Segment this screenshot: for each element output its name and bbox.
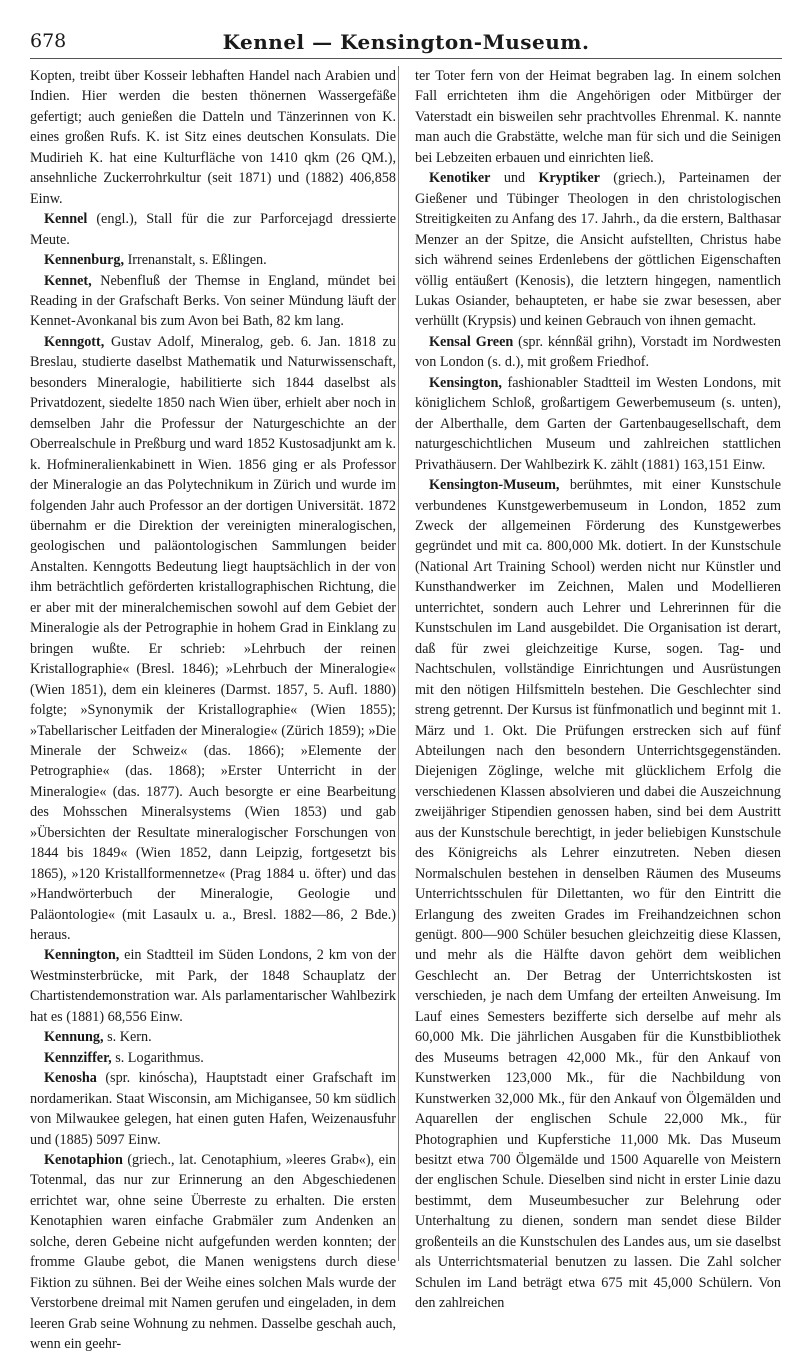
entry-body: ter Toter fern von der Heimat begraben lag. In einem solchen Fall errichteten ihm die Angehörigen oder Mitbürger der Vaterstadt ein bisweilen sehr prachtvolles Ehrenmal. K. nannte man auch die Grabstätte, welche man für sich und die Seinigen bei Lebzeiten erbauen und einrichten ließ. (415, 68, 781, 166)
entry-headword: Kenosha (44, 1070, 97, 1087)
entry-body: s. Kern. (103, 1029, 152, 1046)
entry-body: (spr. kinóscha), Hauptstadt einer Grafschaft im nordamerikan. Staat Wisconsin, am Michigansee, 50 km südlich von Milwaukee gelegen, hat einen guten Hafen, Weizenausfuhr und (1885) 5097 Einw. (30, 1070, 396, 1148)
entry-kennung (30, 1027, 396, 1047)
entry-headword: Kensal Green (429, 333, 514, 350)
entry-headword: Kennington, (44, 947, 120, 964)
page-number: 678 (30, 30, 67, 52)
entry-headword: Kensington-Museum, (429, 477, 560, 494)
entry-kennenburg (30, 250, 396, 270)
entry-headword: Kenotaphion (44, 1152, 123, 1169)
entry-headword: Kryptiker (538, 170, 600, 187)
entry-body: Nebenfluß der Themse in England, mündet bei Reading in der Grafschaft Berks. Von seiner Mündung läuft der Kennet-Avonkanal bis zum Avon bei Bath, 82 km lang. (30, 272, 396, 330)
entry-headword: Kennet, (44, 272, 92, 289)
right-column (415, 66, 782, 1312)
entry-kensal-green (415, 332, 781, 373)
left-column (30, 66, 396, 1353)
entry-kensington (415, 373, 781, 475)
entry-kenngott (30, 332, 396, 946)
page-header (30, 14, 782, 59)
entry-headword: Kennenburg, (44, 252, 125, 269)
entry-body: Irrenanstalt, s. Eßlingen. (124, 252, 267, 269)
entry-headword: Kennel (44, 211, 88, 228)
entry-body: fashionabler Stadtteil im Westen Londons, mit königlichem Schloß, großartigem Gewerbemuseum (s. unten), der Alberthalle, dem Garten der Gartenbaugesellschaft, dem naturgeschichtlichen Museum und zahlreichen stattlichen Privathäusern. Der Wahlbezirk K. zählt (1881) 163,151 Einw. (415, 374, 781, 473)
entry-continuation (30, 66, 396, 209)
entry-kenosha (30, 1068, 396, 1150)
entry-kenotaphion (30, 1150, 396, 1355)
entry-kennziffer (30, 1048, 396, 1068)
entry-headword: Kennziffer, (44, 1049, 112, 1066)
entry-headword: Kennung, (44, 1029, 104, 1046)
entry-kennet (30, 271, 396, 332)
entry-body: (griech., lat. Cenotaphium, »leeres Grab«), ein Totenmal, das nur zur Erinnerung an den Abgeschiedenen errichtet war, ohne seine Überreste zu erhalten. Die ersten Kenotaphien waren einfache Grabmäler zum Andenken an solche, deren Gebeine nicht aufgefunden werden konnten; der fromme Glaube gebot, die Manen wenigstens durch diese Fiktion zu sühnen. Bei der Weihe eines solchen Mals wurde der Verstorbene dreimal mit Namen gerufen und eingeladen, in dem leeren Grab seine Wohnung zu nehmen. Dasselbe geschah auch, wenn ein geehr- (30, 1152, 396, 1353)
entry-body: (spr. kénnßäl grihn), Vorstadt im Nordwesten von London (s. d.), mit großem Friedhof. (415, 333, 782, 371)
entry-body: berühmtes, mit einer Kunstschule verbundenes Kunstgewerbemuseum in London, 1852 zum Zweck der allgemeinen Förderung des Kunstgewerbes gegründet und mit ca. 800,000 Mk. dotiert. In der Kunstschule (National Art Training School) werden nicht nur Künstler und Kunsthandwerker im Zeichnen, Malen und Modellieren unterrichtet, sondern auch Lehrer und Lehrerinnen für die Kunstschulen im Land ausgebildet. Die Organisation ist derart, daß für zwei gleichzeitige Kurse, sogen. Tag- und Nachtschulen, vollständige Einrichtungen und Ausrüstungen mit den nötigen Hilfsmitteln bestehen. Die Geschlechter sind streng getrennt. Der Kursus ist fünfmonatlich und beginnt mit 1. März und 1. Okt. Die Prüfungen erstrecken sich auf fünf Abteilungen nach den besondern Unterrichtsgegenständen. Diejenigen Zöglinge, welche mit glücklichem Erfolg die verschiedenen Klassen absolvieren und dabei die Auszeichnung zweijähriger Stipendien genossen haben, sind bei dem Austritt aus der Kunstschule berechtigt, in jeder beliebigen Kunstschule des Königreichs als Lehrer einzutreten. Neben diesen Normalschulen bestehen in denselben Räumen des Museums Unterrichtsschulen für Dilettanten, wo für den Eintritt die Erlangung des zweiten Grades im Freihandzeichnen schon genügt. 800—900 Schüler besuchen gleichzeitig diese Klassen, und mehr als die Hälfte davon gehört dem weiblichen Geschlecht an. Der Betrag der Unterrichtskosten ist verschieden, je nach dem Umfang der erteilten Anweisung. Im Lauf eines Semesters bezifferte sich derselbe auf mehr als 60,000 Mk. Die jährlichen Ausgaben für die Kunstbibliothek des Museums betragen 42,000 Mk., für den Ankauf von Kunstwerken 123,000 Mk., für die Nachbildung von Kunstwerken 32,000 Mk., für den Ankauf von Ölgemälden und Aquarellen der englischen Schule 22,000 Mk., für Photographien und Kupferstiche 11,000 Mk. Das Museum besitzt etwa 700 Ölgemälde und 1500 Aquarelle von Meistern der englischen Schule. Dieselben sind nicht in erster Linie dazu bestimmt, dem Museumbesucher zur Belehrung oder Unterhaltung zu dienen, sondern man sendet diese Bilder großenteils an die Kunstschulen des Landes aus, um sie daselbst als Unterrichtsmaterial benutzen zu lassen. Die Zahl solcher Schulen im Land beträgt etwa 675 mit 45,000 Schülern. Von den zahlreichen (415, 477, 781, 1312)
entry-kennington (30, 945, 396, 1027)
running-title: Kennel — Kensington-Museum. (222, 30, 590, 54)
entry-headword: Kenngott, (44, 333, 105, 350)
entry-body: (griech.), Parteinamen der Gießener und Tübinger Theologen in den christologischen Streitigkeiten zu Anfang des 17. Jahrh., da die erstern, Balthasar Menzer an der Spitze, die Ansicht aufstellten, Christus habe sich während seines Erdenlebens der göttlichen Eigenschaften völlig entäußert (Kenosis), die letztern hingegen, namentlich Lukas Osiander, behaupteten, er habe sie zwar besessen, aber verhüllt (Krypsis) und keinen Gebrauch von ihnen gemacht. (415, 170, 781, 330)
entry-body: (engl.), Stall für die zur Parforcejagd dressierte Meute. (30, 211, 396, 248)
entry-headword: Kensington, (429, 374, 502, 391)
entry-headword: Kenotiker (429, 170, 491, 187)
entry-connector: und (490, 170, 539, 187)
column-divider (398, 66, 399, 1261)
entry-kensington-museum (415, 475, 781, 1314)
entry-body: ein Stadtteil im Süden Londons, 2 km von der Westminsterbrücke, mit Park, der 1848 Schauplatz der Chartistendemonstration war. Als parlamentarischer Wahlbezirk hat es (1881) 68,556 Einw. (30, 947, 396, 1025)
entry-body: s. Logarithmus. (111, 1049, 204, 1066)
entry-continuation (415, 66, 781, 168)
entry-kenotiker (415, 168, 781, 332)
entry-body: Kopten, treibt über Kosseir lebhaften Handel nach Arabien und Indien. Hier werden die besten thönernen Wassergefäße gefertigt; auch genießen die Datteln und Tänzerinnen von K. eines großen Rufs. K. ist Sitz eines deutschen Konsulats. Die Mudirieh K. hat eine Kulturfläche von 1410 qkm (26 QM.), ansehnliche Zuckerrohrkultur (seit 1871) und (1882) 406,858 Einw. (30, 68, 396, 207)
entry-body: Gustav Adolf, Mineralog, geb. 6. Jan. 1818 zu Breslau, studierte daselbst Mathematik und Naturwissenschaft, besonders Mineralogie, habilitierte sich 1844 daselbst als Privatdozent, siedelte 1850 nach Wien über, erhielt aber noch in demselben Jahr die Professur der Naturgeschichte an der Oberrealschule in Preßburg und ward 1852 Kustosadjunkt am k. k. Hofmineralienkabinett in Wien. 1856 ging er als Professor der Mineralogie an das Polytechnikum in Zürich und wurde im folgenden Jahr auch Professor an der dortigen Universität. 1872 übernahm er die Direktion der vereinigten mineralogischen, geologischen und paläontologischen Sammlungen beider Anstalten. Kenngotts Bedeutung liegt hauptsächlich in der von ihm beträchtlich geförderten kristallographischen Richtung, die er aber mit der mineralchemischen sowohl auf dem Gebiet der Mineralogie als der Petrographie in hohem Grad in Einklang zu bringen wußte. Er schrieb: »Lehrbuch der reinen Kristallographie« (Bresl. 1846); »Lehrbuch der Mineralogie« (Wien 1851), dem ein kleineres (Darmst. 1857, 5. Aufl. 1880) folgte; »Synonymik der Kristallographie« (Wien 1855); »Tabellarischer Leitfaden der Mineralogie« (Zürich 1859); »Die Minerale der Schweiz« (das. 1866); »Elemente der Petrographie« (das. 1868); »Erster Unterricht in der Mineralogie« (das. 1877). Auch besorgte er eine Bearbeitung des Mohsschen Mineralsystems (Wien 1853) und gab »Übersichten der Resultate mineralogischer Forschungen von 1844 bis 1849« (Wien 1852, dann Leipzig, fortgesetzt bis 1865), »120 Kristallformennetze« (Prag 1884 u. öfter) und das »Handwörterbuch der Mineralogie, Geologie und Paläontologie« (mit Lasaulx u. a., Bresl. 1882—86, 2 Bde.) heraus. (30, 333, 396, 944)
entry-kennel (30, 209, 396, 250)
